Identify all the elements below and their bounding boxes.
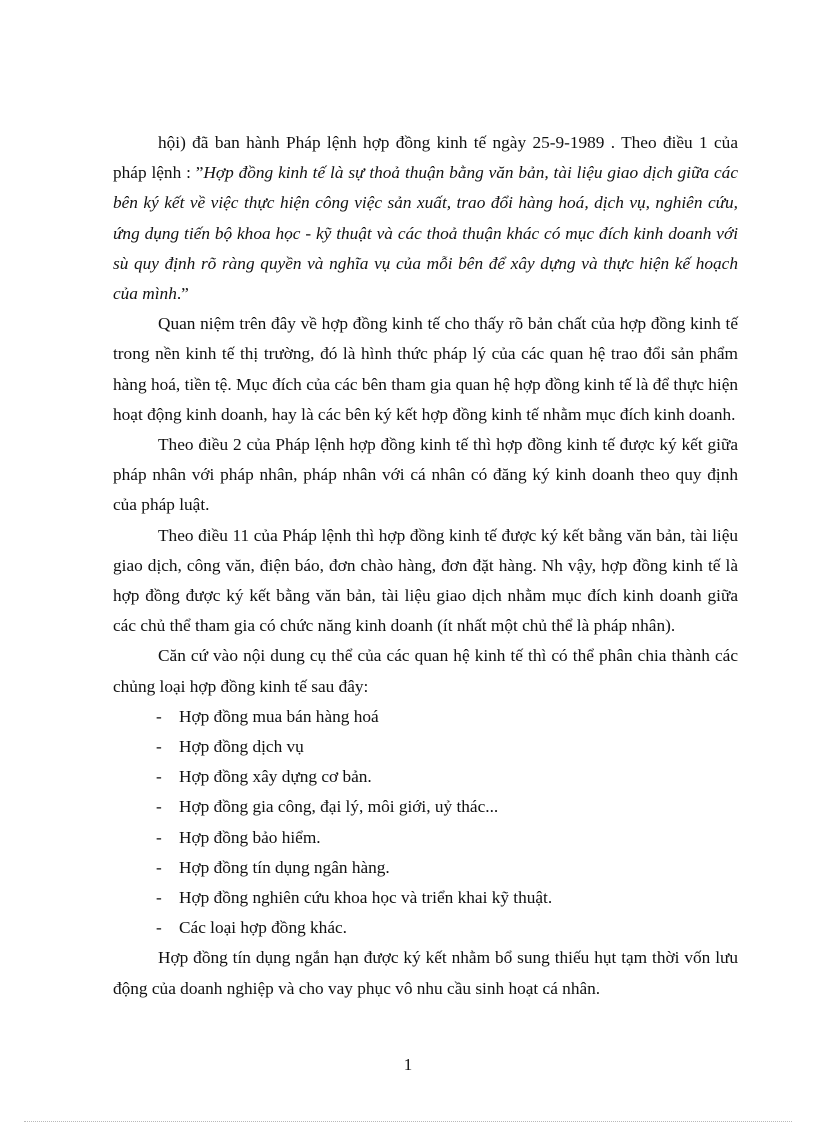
- page-number: 1: [403, 1055, 413, 1074]
- list-item: [113, 702, 738, 732]
- list-item-text: Hợp đồng xây dựng cơ bản.: [179, 767, 372, 787]
- list-item: [113, 732, 738, 762]
- paragraph-article-2: Theo điều 2 của Pháp lệnh hợp đồng kinh tế thì hợp đồng kinh tế được ký kết giữa pháp nhân với pháp nhân, pháp nhân với cá nhân có đăng ký kinh doanh theo quy định của pháp luật.: [113, 435, 738, 515]
- list-item: [113, 883, 738, 913]
- paragraph-nature-of-contract: Quan niệm trên đây về hợp đồng kinh tế cho thấy rõ bản chất của hợp đồng kinh tế trong nền kinh tế thị trường, đó là hình thức pháp lý của các quan hệ trao đổi sản phẩm hàng hoá, tiền tệ. Mục đích của các bên tham gia quan hệ hợp đồng kinh tế là để thực hiện hoạt động kinh doanh, hay là các bên ký kết hợp đồng kinh tế nhằm mục đích kinh doanh.: [113, 314, 738, 424]
- paragraph-contract-definition-end: .”: [176, 284, 189, 304]
- bullet-dash: -: [156, 857, 162, 877]
- page-bottom-divider: [24, 1121, 792, 1122]
- paragraph-article-11: Theo điều 11 của Pháp lệnh thì hợp đồng kinh tế được ký kết bằng văn bản, tài liệu giao dịch, công văn, điện báo, đơn chào hàng, đơn đặt hàng. Nh vậy, hợp đồng kinh tế là hợp đồng được ký kết bằng văn bản, tài liệu giao dịch nhằm mục đích kinh doanh giữa các chủ thể tham gia có chức năng kinh doanh (ít nhất một chủ thể là pháp nhân).: [113, 525, 738, 636]
- list-item-text: Hợp đồng mua bán hàng hoá: [179, 706, 379, 726]
- paragraph-classification-intro: Căn cứ vào nội dung cụ thể của các quan hệ kinh tế thì có thể phân chia thành các chủng loại hợp đồng kinh tế sau đây:: [113, 646, 738, 696]
- list-item-text: Hợp đồng tín dụng ngân hàng.: [179, 857, 390, 877]
- bullet-dash: -: [156, 827, 162, 847]
- list-item: [113, 792, 738, 822]
- list-item: [113, 823, 738, 853]
- list-item: [113, 913, 738, 943]
- paragraph-contract-definition: [113, 128, 738, 309]
- list-item: [113, 762, 738, 792]
- bullet-dash: -: [156, 767, 162, 787]
- paragraph-short-term-credit: Hợp đồng tín dụng ngắn hạn được ký kết nhằm bổ sung thiếu hụt tạm thời vốn lưu động của doanh nghiệp và cho vay phục vô nhu cầu sinh hoạt cá nhân.: [113, 948, 738, 998]
- list-item: [113, 853, 738, 883]
- list-item-text: Các loại hợp đồng khác.: [179, 918, 347, 938]
- bullet-dash: -: [156, 797, 162, 817]
- list-item-text: Hợp đồng bảo hiểm.: [179, 827, 321, 847]
- contract-types-list: [113, 702, 738, 944]
- bullet-dash: -: [156, 888, 162, 908]
- bullet-dash: -: [156, 918, 162, 938]
- bullet-dash: -: [156, 737, 162, 757]
- page-content: [113, 128, 738, 1004]
- list-item-text: Hợp đồng nghiên cứu khoa học và triển khai kỹ thuật.: [179, 888, 553, 908]
- list-item-text: Hợp đồng dịch vụ: [179, 737, 304, 757]
- paragraph-contract-definition-start: hội) đã ban hành Pháp lệnh hợp đồng kinh tế ngày 25-9-1989 . Theo điều 1 của pháp lệnh : ”: [113, 133, 738, 183]
- bullet-dash: -: [156, 706, 162, 726]
- contract-definition-quote: Hợp đồng kinh tế là sự thoả thuận bằng văn bản, tài liệu giao dịch giữa các bên ký kết về việc thực hiện công việc sản xuất, trao đổi hàng hoá, dịch vụ, nghiên cứu, ứng dụng tiến bộ khoa học - kỹ thuật và các thoả thuận khác có mục đích kinh doanh với sù quy định rõ ràng quyền và nghĩa vụ của mỗi bên để xây dựng và thực hiện kế hoạch của mình: [113, 163, 738, 304]
- list-item-text: Hợp đồng gia công, đại lý, môi giới, uỷ thác...: [179, 797, 499, 817]
